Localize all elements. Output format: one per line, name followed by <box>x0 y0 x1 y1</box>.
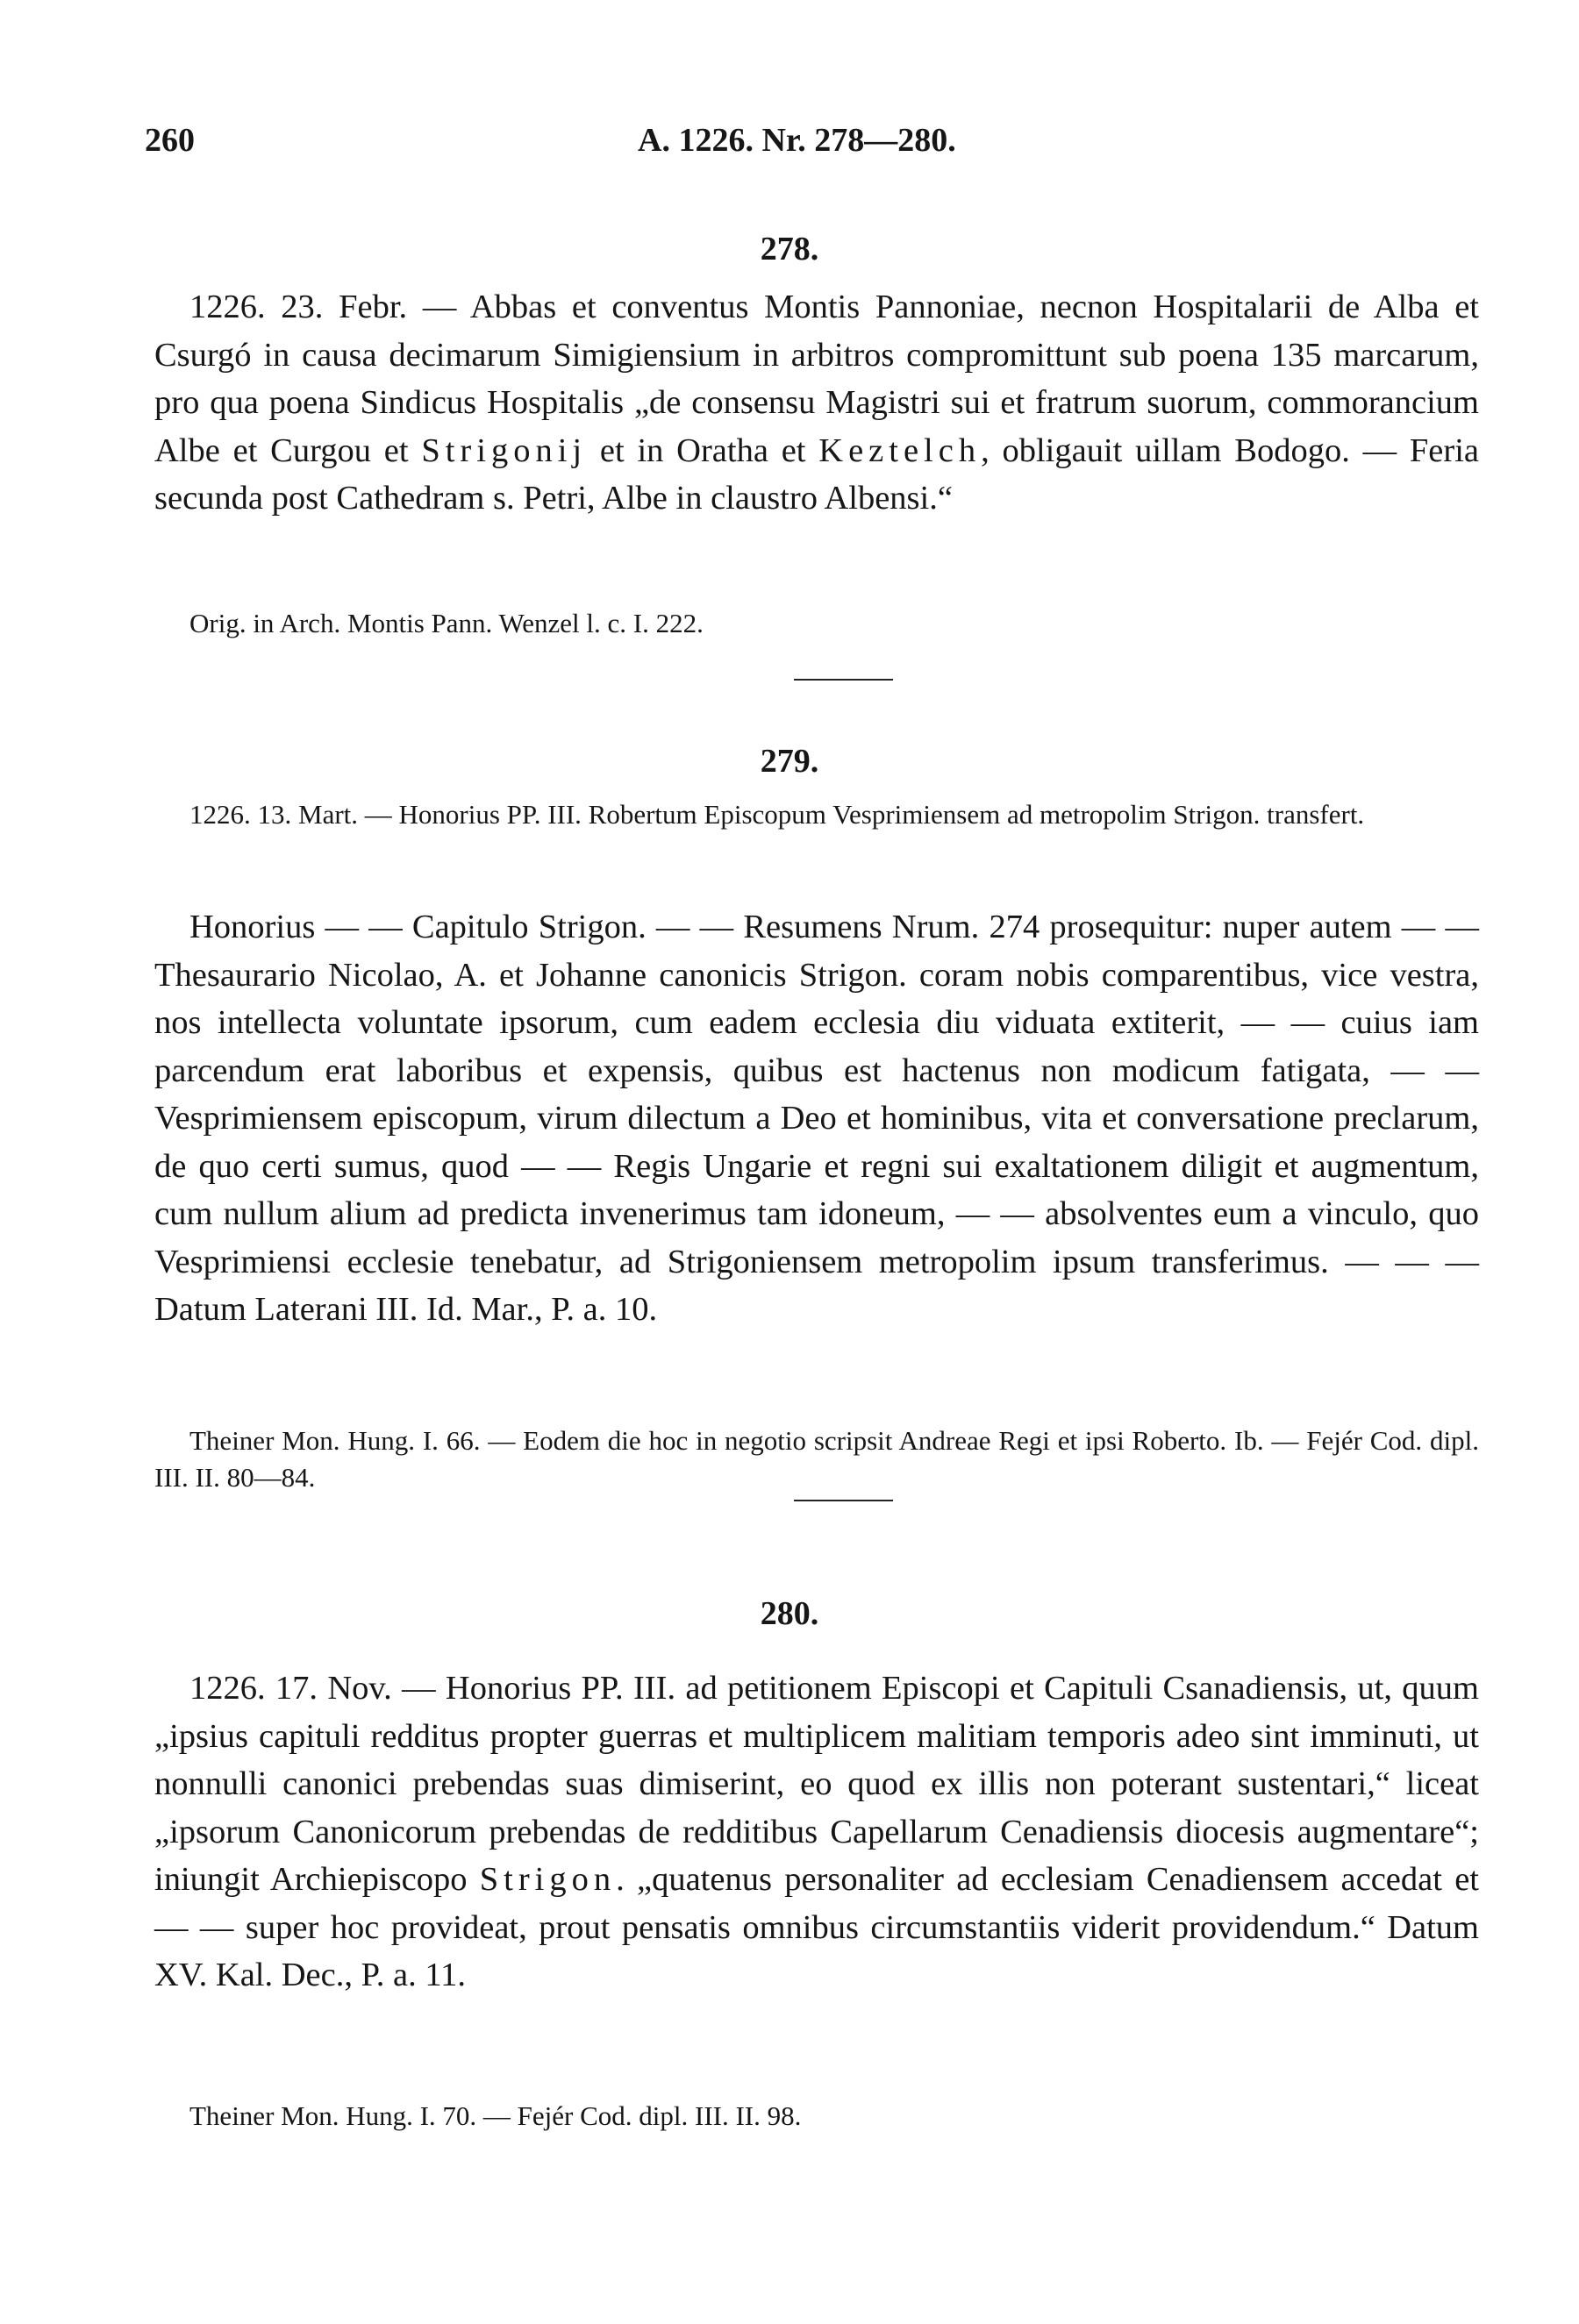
running-head: A. 1226. Nr. 278—280. <box>638 122 956 159</box>
entry-280-summary <box>154 1665 1479 2000</box>
entry-278-number: 278. <box>760 231 819 267</box>
entry-280-summary-part: . „quatenus personaliter ad ecclesiam Cenadiensem accedat et — — super hoc provideat, prout pensatis omnibus circumstantiis viderit providendum.“ Datum XV. Kal. Dec., P. a. 11. <box>154 1861 1479 1993</box>
place-name-strigon: Strigon <box>479 1861 617 1898</box>
entry-279-regest: 1226. 13. Mart. — Honorius PP. III. Robertum Episcopum Vesprimiensem ad metropolim Strigon. transfert. <box>189 799 1365 830</box>
entry-278-summary-part: , obligauit uillam Bodogo. — Feria secunda post Cathedram s. Petri, Albe in claustro Albensi.“ <box>154 431 1479 517</box>
section-divider <box>794 679 893 681</box>
page-number: 260 <box>145 122 195 159</box>
section-divider <box>794 1500 893 1501</box>
entry-280-source: Theiner Mon. Hung. I. 70. — Fejér Cod. dipl. III. II. 98. <box>189 2100 802 2131</box>
place-name-keztelch: Keztelch <box>818 431 982 469</box>
entry-278-summary-part: 1226. 23. Febr. — Abbas et conventus Montis Pannoniae, necnon Hospitalarii de Alba et Csurgó in causa decimarum Simigiensium in arbitros compromittunt sub poena 135 marcarum, pro qua poena Sindicus Hospitalis „de consensu Magistri sui et fratrum suorum, commorancium Albe et Curgou et <box>154 289 1479 469</box>
page-header <box>145 121 1478 174</box>
entry-280-summary-part: 1226. 17. Nov. — Honorius PP. III. ad petitionem Episcopi et Capituli Csanadiensis, ut, quum „ipsius capituli redditus propter guerras et multiplicem malitiam temporis adeo sint imminuti, ut nonnulli canonici prebendas suas dimiserint, eo quod ex illis non poterant sustentari,“ liceat „ipsorum Canonicorum prebendas de redditibus Capellarum Cenadiensis diocesis augmentare“; iniungit Archiepiscopo <box>154 1670 1479 1898</box>
entry-279-text: Honorius — — Capitulo Strigon. — — Resumens Nrum. 274 prosequitur: nuper autem — — Thesaurario Nicolao, A. et Johanne canonicis Strigon. coram nobis comparentibus, vice vestra, nos intellecta voluntate ipsorum, cum eadem ecclesia diu viduata extiterit, — — cuius iam parcendum erat laboribus et expensis, quibus est hactenus non modicum fatigata, — — Vesprimiensem episcopum, virum dilectum a Deo et hominibus, vita et conversatione preclarum, de quo certi sumus, quod — — Regis Ungarie et regni sui exaltationem diligit et augmentum, cum nullum alium ad predicta invenerimus tam idoneum, — — absolventes eum a vinculo, quo Vesprimiensi ecclesie tenebatur, ad Strigoniensem metropolim ipsum transferimus. — — — Datum Laterani III. Id. Mar., P. a. 10. <box>154 909 1479 1328</box>
entry-278-summary-part: et in Oratha et <box>587 431 819 469</box>
entry-278-summary <box>154 283 1479 523</box>
entry-279-source: Theiner Mon. Hung. I. 66. — Eodem die hoc in negotio scripsit Andreae Regi et ipsi Roberto. Ib. — Fejér Cod. dipl. III. II. 80—84. <box>154 1425 1479 1493</box>
entry-278-source: Orig. in Arch. Montis Pann. Wenzel l. c. I. 222. <box>189 608 704 638</box>
place-name-strigonij: Strigonij <box>421 431 588 469</box>
entry-280-number: 280. <box>760 1595 819 1632</box>
entry-279-number: 279. <box>760 743 819 780</box>
